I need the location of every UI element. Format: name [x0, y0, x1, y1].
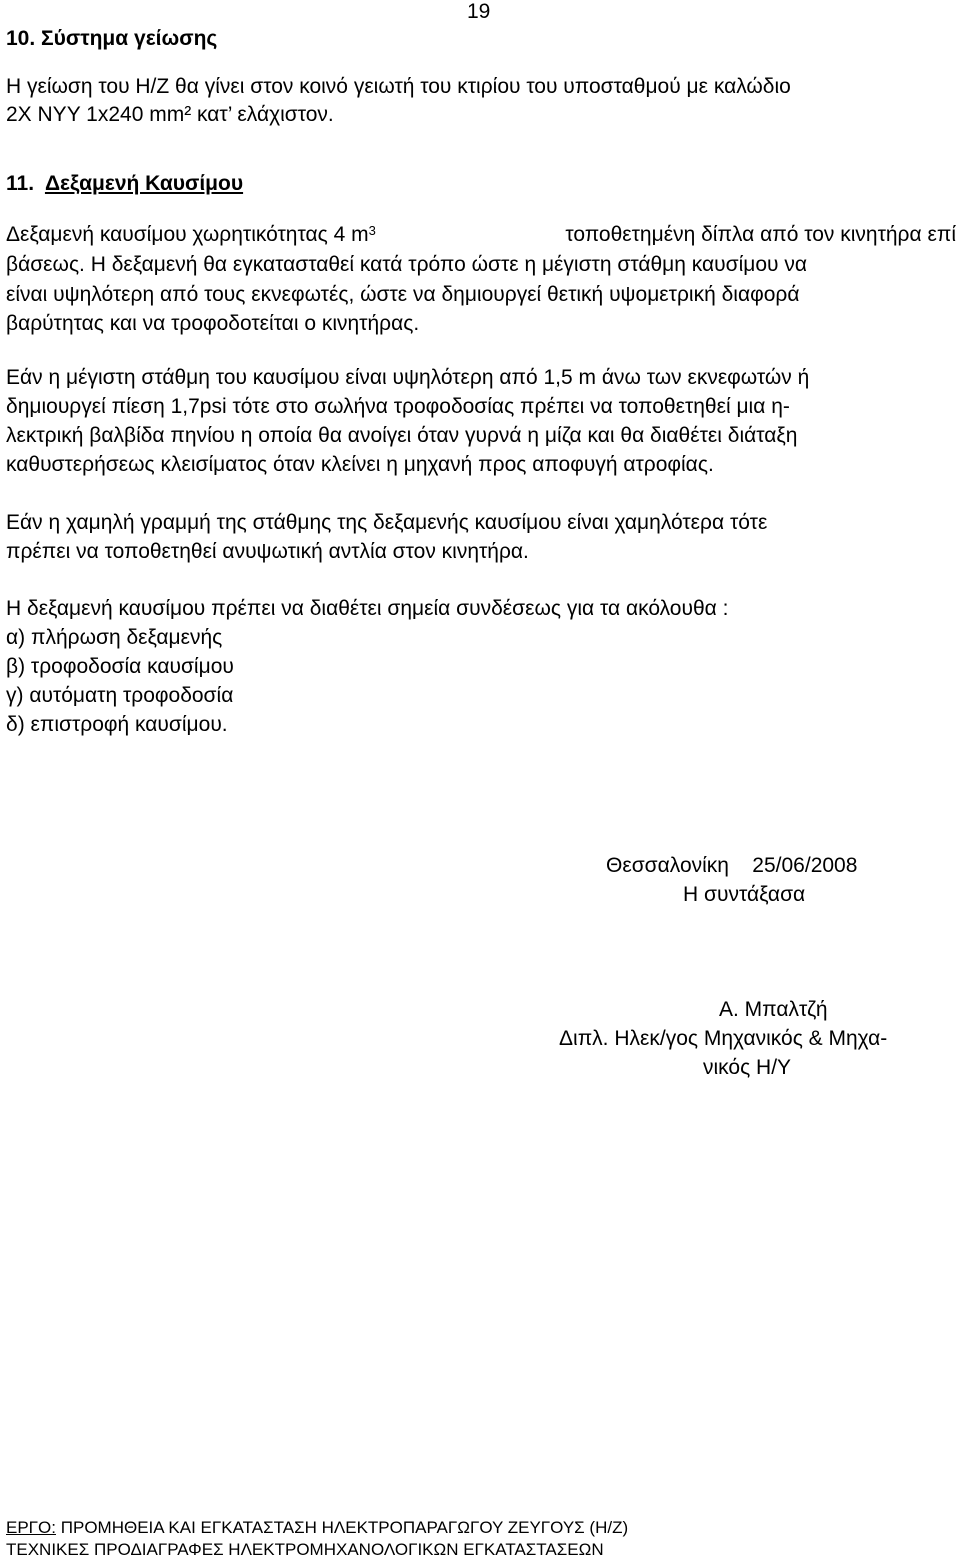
section-11-title: Δεξαμενή Καυσίμου — [44, 172, 244, 195]
signature-title-line-1: Διπλ. Ηλεκ/γος Μηχανικός & Μηχα- — [559, 1027, 888, 1050]
list-item: α) πλήρωση δεξαμενής — [6, 626, 223, 649]
section-11-number: 11. — [6, 172, 35, 195]
paragraph-1-line-3: είναι υψηλότερη από τους εκνεφωτές, ώστε να δημιουργεί θετική υψομετρική διαφορά — [6, 283, 800, 306]
signature-place-date: Θεσσαλονίκη 25/06/2008 — [606, 854, 858, 877]
footer-project-text: ΠΡΟΜΗΘΕΙΑ ΚΑΙ ΕΓΚΑΤΑΣΤΑΣΗ ΗΛΕΚΤΡΟΠΑΡΑΓΩΓΟΥ ΖΕΥΓΟΥΣ (Η/Ζ) — [56, 1518, 629, 1537]
section-10-heading: 10. Σύστημα γείωσης — [6, 27, 218, 50]
footer-specs-line: ΤΕΧΝΙΚΕΣ ΠΡΟΔΙΑΓΡΑΦΕΣ ΗΛΕΚΤΡΟΜΗΧΑΝΟΛΟΓΙΚΩΝ ΕΓΚΑΤΑΣΤΑΣΕΩΝ — [6, 1540, 604, 1559]
signature-role: Η συντάξασα — [683, 883, 806, 906]
section-10-text-line-1: Η γείωση του Η/Ζ θα γίνει στον κοινό γειωτή του κτιρίου του υποσταθμού με καλώδιο — [6, 75, 791, 98]
paragraph-3-line-1: Εάν η χαμηλή γραμμή της στάθμης της δεξαμενής καυσίμου είναι χαμηλότερα τότε — [6, 511, 768, 534]
paragraph-3-line-2: πρέπει να τοποθετηθεί ανυψωτική αντλία στον κινητήρα. — [6, 540, 529, 563]
footer-project-label: ΕΡΓΟ: — [6, 1518, 56, 1537]
signature-title-line-2: νικός Η/Υ — [703, 1056, 792, 1079]
superscript-cubic: 3 — [368, 223, 376, 238]
paragraph-1-line-1 — [6, 220, 956, 249]
p1-line1-b: τοποθετημένη δίπλα από τον κινητήρα επί — [565, 223, 956, 246]
paragraph-2-line-2: δημιουργεί πίεση 1,7psi τότε στο σωλήνα τροφοδοσίας πρέπει να τοποθετηθεί μια η- — [6, 395, 790, 418]
paragraph-1-line-4: βαρύτητας και να τροφοδοτείται ο κινητήρας. — [6, 312, 420, 335]
paragraph-2-line-4: καθυστερήσεως κλεισίματος όταν κλείνει η μηχανή προς αποφυγή ατροφίας. — [6, 453, 714, 476]
section-10-text-line-2: 2X NYY 1x240 mm² κατ’ ελάχιστον. — [6, 103, 334, 126]
list-item: γ) αυτόματη τροφοδοσία — [6, 684, 234, 707]
paragraph-1-line-2: βάσεως. Η δεξαμενή θα εγκατασταθεί κατά τρόπο ώστε η μέγιστη στάθμη καυσίμου να — [6, 253, 807, 276]
list-item: δ) επιστροφή καυσίμου. — [6, 713, 228, 736]
paragraph-2-line-1: Εάν η μέγιστη στάθμη του καυσίμου είναι υψηλότερη από 1,5 m άνω των εκνεφωτών ή — [6, 366, 810, 389]
paragraph-4-intro: Η δεξαμενή καυσίμου πρέπει να διαθέτει σημεία συνδέσεως για τα ακόλουθα : — [6, 597, 729, 620]
list-item: β) τροφοδοσία καυσίμου — [6, 655, 234, 678]
section-11-heading — [6, 172, 243, 196]
footer-project-line — [6, 1518, 628, 1538]
paragraph-2-line-3: λεκτρική βαλβίδα πηνίου η οποία θα ανοίγει όταν γυρνά η μίζα και θα διαθέτει διάταξη — [6, 424, 798, 447]
p1-line1-a: Δεξαμενή καυσίμου χωρητικότητας 4 $m^3$ — [6, 223, 376, 246]
signature-name: Α. Μπαλτζή — [719, 998, 828, 1021]
page-number: 19 — [467, 0, 491, 23]
